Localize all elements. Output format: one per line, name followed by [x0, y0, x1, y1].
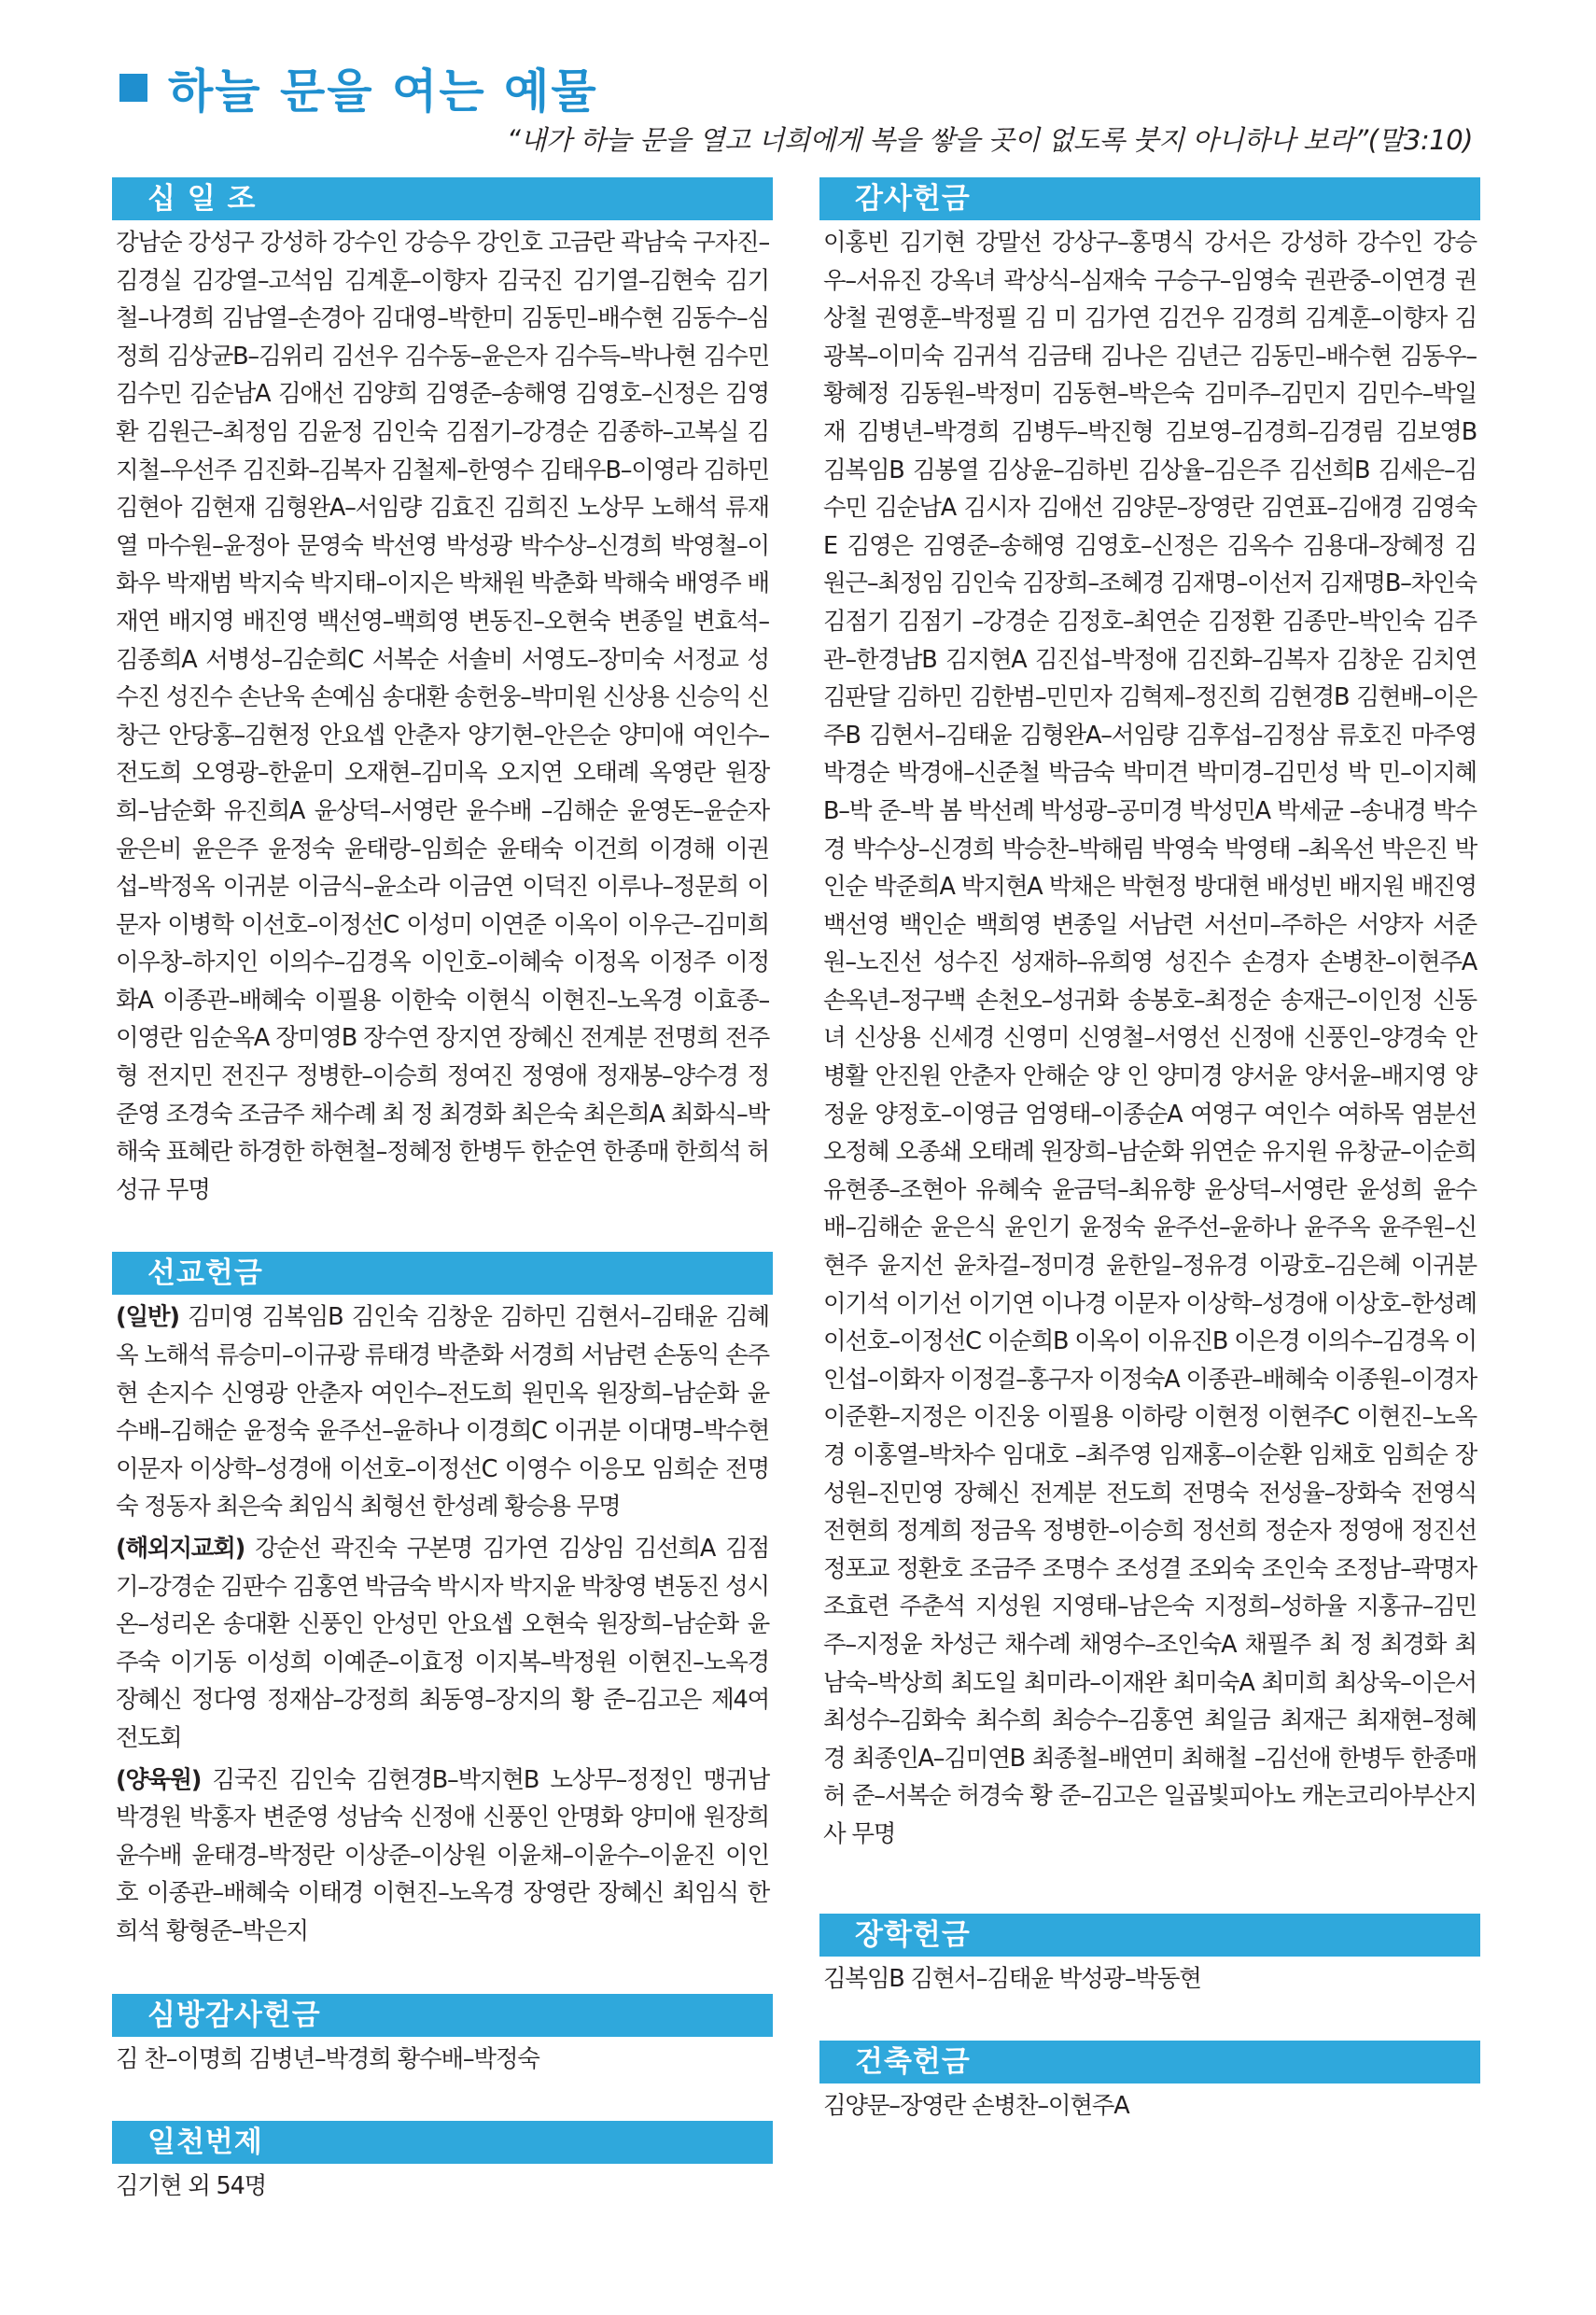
- page-title: [119, 54, 598, 121]
- building-section: [819, 2041, 1480, 2126]
- tithe-donor-list: 강남순 강성구 강성하 강수인 강승우 강인호 고금란 곽남숙 구자진–김경실 김강열–고석임 김계훈–이향자 김국진 김기열–김현숙 김기철–나경희 김남열–손경아 김대영–박한미 김동민–배수현 김동수–심정희 김상균B–김위리 김선우 김수동–윤은자 김수득–박나현 김수민 김수민 김순남A 김애선 김양희 김영준–송해영 김영호–신정은 김영환 김원근–최정임 김윤정 김인숙 김점기–강경순 김종하–고복실 김지철–우선주 김진화–김복자 김철제–한영수 김태우B–이영라 김하민 김현아 김현재 김형완A–서임량 김효진 김희진 노상무 노해석 류재열 마수원–윤정아 문영숙 박선영 박성광 박수상–신경희 박영철–이화우 박재범 박지숙 박지태–이지은 박채원 박춘화 박해숙 배영주 배재연 배지영 배진영 백선영–백희영 변동진–오현숙 변종일 변효석–김종희A 서병성–김순희C 서복순 서솔비 서영도–장미숙 서정교 성수진 성진수 손난욱 손예심 송대환 송헌웅–박미원 신상용 신승익 신창근 안당홍–김현정 안요셉 안춘자 양기현–안은순 양미애 여인수–전도희 오영광–한윤미 오재현–김미옥 오지연 오태례 옥영란 원장희–남순화 유진희A 윤상덕–서영란 윤수배 –김해순 윤영돈–윤순자 윤은비 윤은주 윤정숙 윤태랑–임희순 윤태숙 이건희 이경해 이권섭–박정옥 이귀분 이금식–윤소라 이금연 이덕진 이루나–정문희 이문자 이병학 이선호–이정선C 이성미 이연준 이옥이 이우근–김미희 이우창–하지인 이의수–김경옥 이인호–이혜숙 이정옥 이정주 이정화A 이종관–배혜숙 이필용 이한숙 이현식 이현진–노옥경 이효종–이영란 임순옥A 장미영B 장수연 장지연 장혜신 전계분 전명희 전주형 전지민 전진구 정병한–이승희 정여진 정영애 정재봉–양수경 정준영 조경숙 조금주 채수례 최 정 최경화 최은숙 최은희A 최화식–박해숙 표혜란 하경한 하현철–정혜정 한병두 한순연 한종매 한희석 허성규 무명: [116, 229, 769, 1204]
- mission-group-names: 강순선 곽진숙 구본명 김가연 김상임 김선희A 김점기–강경순 김판수 김홍연 박금숙 박시자 박지윤 박창영 변동진 성시온–성리온 송대환 신풍인 안성민 안요셉 오현숙 원장희–남순화 윤주숙 이기동 이성희 이예준–이효정 이지복–박정원 이현진–노옥경 장혜신 정다영 정재삼–강정희 최동영–장지의 황 준–김고은 제4여전도회: [116, 1535, 769, 1752]
- mission-group-names: 김국진 김인숙 김현경B–박지현B 노상무–정정인 맹귀남 박경원 박홍자 변준영 성남숙 신정애 신풍인 안명화 양미애 원장희 윤수배 윤태경–박정란 이상준–이상원 이윤채–이윤수–이윤진 이인호 이종관–배혜숙 이태경 이현진–노옥경 장영란 장혜신 최임식 한희석 황형준–박은지: [116, 1765, 769, 1945]
- thanks-header: 감사헌금: [819, 177, 1480, 220]
- right-column: [819, 177, 1480, 2140]
- tithe-header: 십 일 조: [112, 177, 773, 220]
- title-square-icon: [119, 74, 147, 102]
- first-offering-section: [112, 2121, 773, 2206]
- section-spacer: [819, 2013, 1480, 2041]
- scholarship-section: [819, 1914, 1480, 1999]
- scholarship-donor-list: 김복임B 김현서–김태윤 박성광–박동현: [823, 1964, 1201, 1993]
- mission-group-label: (해외지교회): [116, 1535, 245, 1563]
- section-spacer: [112, 1966, 773, 1994]
- mission-group-names: 김미영 김복임B 김인숙 김창운 김하민 김현서–김태윤 김혜옥 노해석 류승미–이규광 류태경 박춘화 서경희 서남련 손동익 손주현 손지수 신영광 안춘자 여인수–전도희 원민옥 원장희–남순화 윤수배–김해순 윤정숙 윤주선–윤하나 이경희C 이귀분 이대명–박수현 이문자 이상학–성경애 이선호–이정선C 이영수 이응모 임희순 전명숙 정동자 최은숙 최임식 최형선 한성례 황승용 무명: [116, 1303, 769, 1522]
- mission-orphanage-list: [112, 1761, 773, 1951]
- mission-section: [112, 1252, 773, 1950]
- section-spacer: [112, 1224, 773, 1252]
- visitation-donor-list: 김 찬–이명희 김병년–박경희 황수배–박정숙: [116, 2044, 539, 2073]
- first-offering-donor-list: 김기현 외 54명: [116, 2172, 267, 2201]
- building-donor-list: 김양문–장영란 손병찬–이현주A: [823, 2092, 1129, 2121]
- mission-group-label: (양육원): [116, 1765, 202, 1794]
- first-offering-header: 일천번제: [112, 2121, 773, 2164]
- visitation-header: 심방감사헌금: [112, 1994, 773, 2037]
- visitation-section: [112, 1994, 773, 2079]
- thanks-donor-list: 이홍빈 김기현 강말선 강상구–홍명식 강서은 강성하 강수인 강승우–서유진 강옥녀 곽상식–심재숙 구승구–임영숙 권관중–이연경 권상철 권영훈–박정필 김 미 김가연 김건우 김경희 김계훈–이향자 김광복–이미숙 김귀석 김금태 김나은 김년근 김동민–배수현 김동우–황혜정 김동원–박정미 김동현–박은숙 김미주–김민지 김민수–박일재 김병년–박경희 김병두–박진형 김보영–김경희–김경림 김보영B 김복임B 김봉열 김상윤–김하빈 김상율–김은주 김선희B 김세은–김수민 김순남A 김시자 김애선 김양문–장영란 김연표–김애경 김영숙E 김영은 김영준–송해영 김영호–신정은 김옥수 김용대–장혜정 김원근–최정임 김인숙 김장희–조혜경 김재명–이선저 김재명B–차인숙 김점기 김점기 –강경순 김정호–최연순 김정환 김종만–박인숙 김주관–한경남B 김지현A 김진섭–박정애 김진화–김복자 김창운 김치연 김판달 김하민 김한범–민민자 김혁제–정진희 김현경B 김현배–이은주B 김현서–김태윤 김형완A–서임량 김후섭–김정삼 류호진 마주영 박경순 박경애–신준철 박금숙 박미견 박미경–김민성 박 민–이지혜B–박 준–박 봄 박선례 박성광–공미경 박성민A 박세균 –송내경 박수경 박수상–신경희 박승찬–박해림 박영숙 박영태 –최옥선 박은진 박인순 박준희A 박지현A 박채은 박현정 방대현 배성빈 배지원 배진영 백선영 백인순 백희영 변종일 서남련 서선미–주하은 서양자 서준원–노진선 성수진 성재하–유희영 성진수 손경자 손병찬–이현주A 손옥년–정구백 손천오–성귀화 송봉호–최정순 송재근–이인정 신동녀 신상용 신세경 신영미 신영철–서영선 신정애 신풍인–양경숙 안병활 안진원 안춘자 안해순 양 인 양미경 양서윤 양서윤–배지영 양정윤 양정호–이영금 엄영태–이종순A 여영구 여인수 여하목 염분선 오정혜 오종쇄 오태례 원장희–남순화 위연순 유지원 유창균–이순희 유현종–조현아 유혜숙 윤금덕–최유향 윤상덕–서영란 윤성희 윤수배–김해순 윤은식 윤인기 윤정숙 윤주선–윤하나 윤주옥 윤주원–신현주 윤지선 윤차걸–정미경 윤한일–정유경 이광호–김은혜 이귀분 이기석 이기선 이기연 이나경 이문자 이상학–성경애 이상호–한성례 이선호–이정선C 이순희B 이옥이 이유진B 이은경 이의수–김경옥 이인섭–이화자 이정걸–홍구자 이정숙A 이종관–배혜숙 이종원–이경자 이준환–지정은 이진웅 이필용 이하랑 이현정 이현주C 이현진–노옥경 이홍열–박차수 임대호 –최주영 임재홍–이순환 임채호 임희순 장성원–진민영 장혜신 전계분 전도희 전명숙 전성율–장화숙 전영식 전현희 정계희 정금옥 정병한–이승희 정선희 정순자 정영애 정진선 정포교 정환호 조금주 조명수 조성결 조외숙 조인숙 조정남–곽명자 조효련 주춘석 지성원 지영태–남은숙 지정희–성하율 지홍규–김민주–지정윤 차성근 채수례 채영수–조인숙A 채필주 최 정 최경화 최남숙–박상희 최도일 최미라–이재완 최미숙A 최미희 최상욱–이은서 최성수–김화숙 최수희 최승수–김홍연 최일금 최재근 최재현–정혜경 최종인A–김미연B 최종철–배연미 최해철 –김선애 한병두 한종매 허 준–서복순 허경숙 황 준–김고은 일곱빛피아노 캐논코리아부산지사 무명: [823, 229, 1477, 1848]
- mission-overseas-list: [112, 1530, 773, 1758]
- section-spacer: [112, 2093, 773, 2121]
- section-spacer: [819, 1869, 1480, 1914]
- scholarship-header: 장학헌금: [819, 1914, 1480, 1957]
- bible-verse: “내가 하늘 문을 열고 너희에게 복을 쌓을 곳이 없도록 붓지 아니하나 보라”(말3:10): [506, 124, 1473, 156]
- page-title-text: 하늘 문을 여는 예물: [168, 64, 598, 119]
- mission-header: 선교헌금: [112, 1252, 773, 1295]
- mission-general-list: [112, 1298, 773, 1526]
- mission-group-label: (일반): [116, 1303, 179, 1332]
- left-column: [112, 177, 773, 2221]
- tithe-section: [112, 177, 773, 1209]
- building-header: 건축헌금: [819, 2041, 1480, 2084]
- thanks-section: [819, 177, 1480, 1854]
